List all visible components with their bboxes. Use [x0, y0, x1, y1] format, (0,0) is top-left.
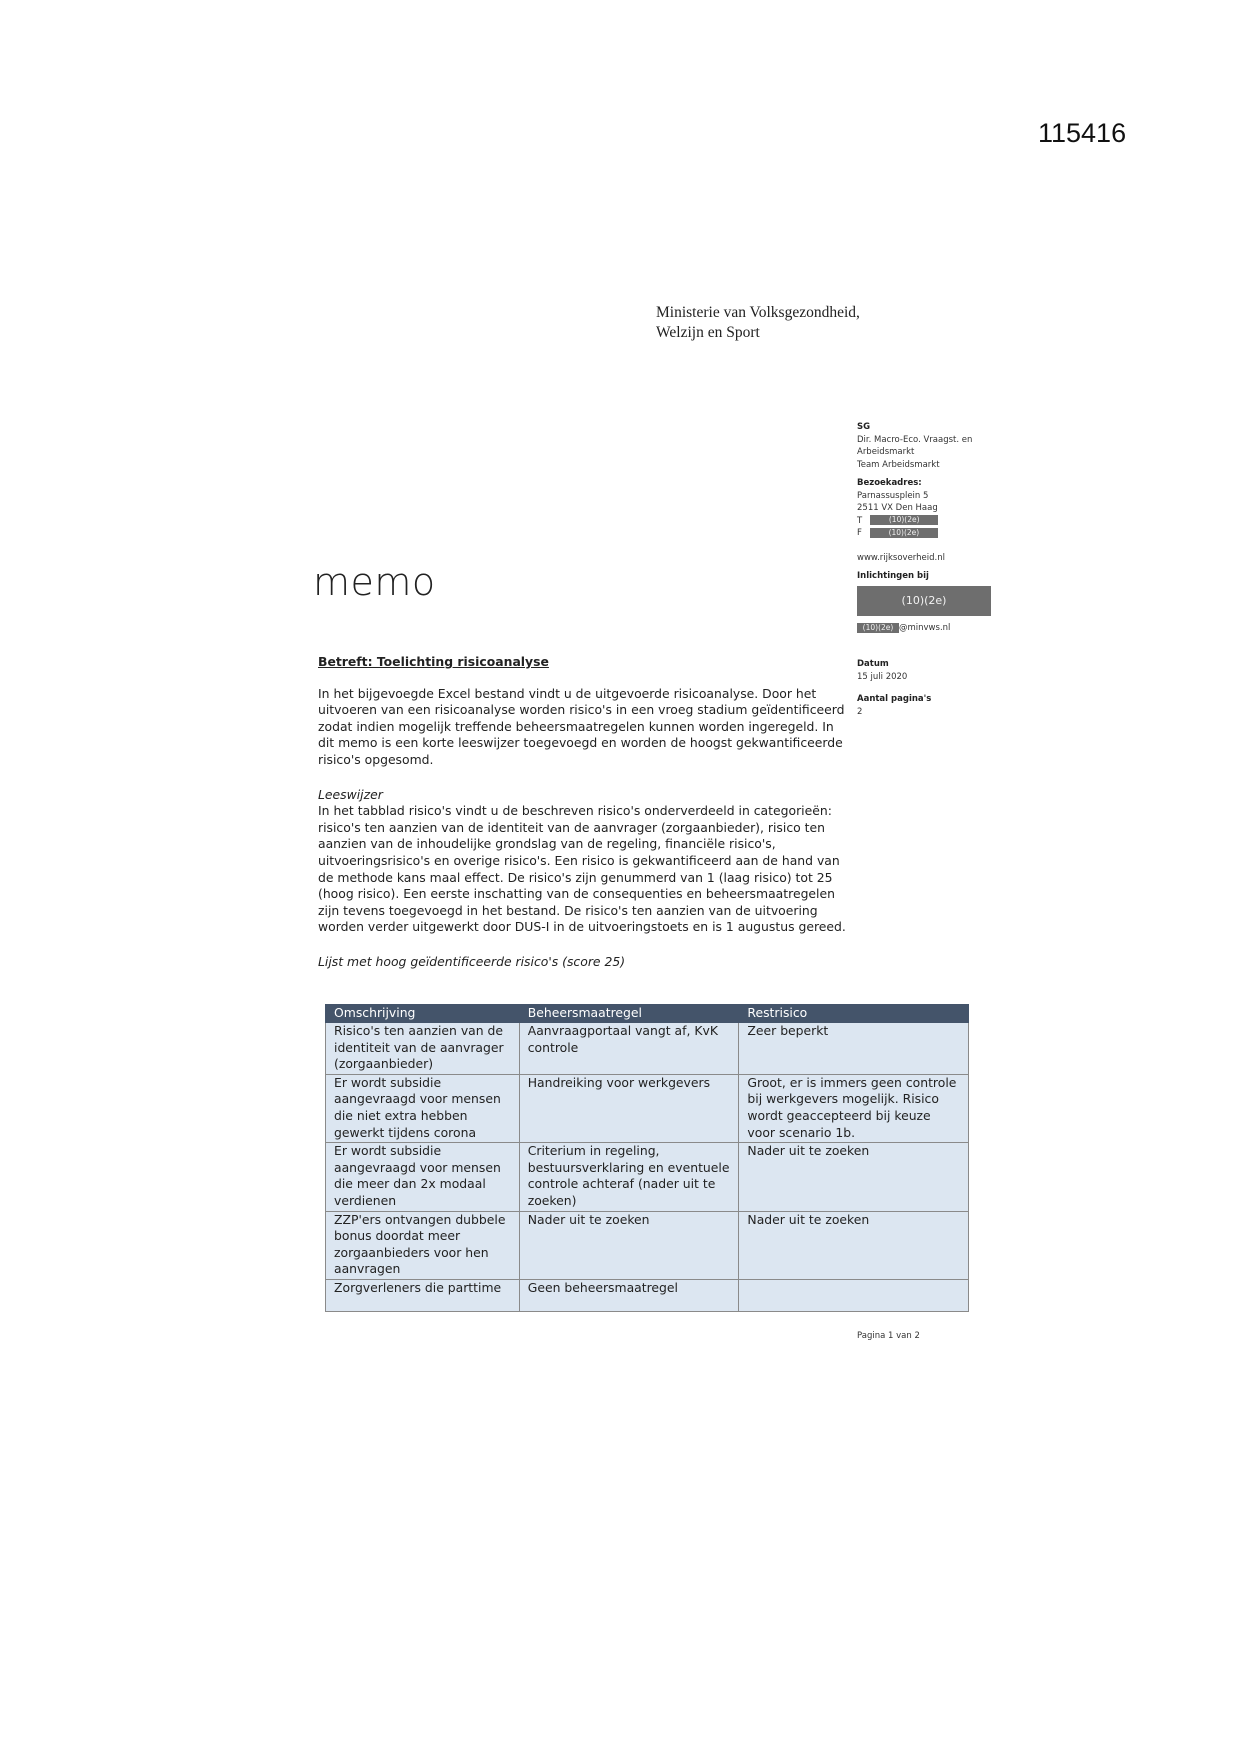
fax-label: F: [857, 528, 862, 538]
cell-description: Zorgverleners die parttime: [326, 1279, 520, 1311]
email-redaction: (10)(2e): [857, 623, 899, 633]
ministry-name: [656, 303, 860, 343]
date-value: 15 juli 2020: [857, 671, 908, 682]
website-link[interactable]: www.rijksoverheid.nl: [857, 552, 945, 563]
header-beheersmaatregel: Beheersmaatregel: [519, 1005, 739, 1023]
cell-measure: Handreiking voor werkgevers: [519, 1074, 739, 1142]
guide-heading: Leeswijzer: [318, 786, 383, 802]
cell-residual-risk: Zeer beperkt: [739, 1023, 969, 1075]
email-row[interactable]: [857, 622, 1007, 635]
memo-title: memo: [313, 560, 436, 604]
cell-measure: Aanvraagportaal vangt af, KvK controle: [519, 1023, 739, 1075]
cell-measure: Geen beheersmaatregel: [519, 1279, 739, 1311]
cell-residual-risk: Nader uit te zoeken: [739, 1143, 969, 1211]
page-number: Pagina 1 van 2: [857, 1331, 920, 1341]
ministry-line-2: Welzijn en Sport: [656, 324, 760, 341]
info-label: Inlichtingen bij: [857, 571, 929, 581]
postal-address: 2511 VX Den Haag: [857, 503, 938, 513]
table-header-row: [326, 1005, 969, 1023]
risk-list-heading: Lijst met hoog geïdentificeerde risico's (score 25): [318, 953, 626, 969]
cell-description: Risico's ten aanzien van de identiteit van de aanvrager (zorgaanbieder): [326, 1023, 520, 1075]
visit-address-label: Bezoekadres:: [857, 478, 922, 488]
contact-redaction: (10)(2e): [857, 586, 991, 616]
table-row: [326, 1023, 969, 1075]
table-row: [326, 1211, 969, 1279]
org-sg: SG: [857, 422, 871, 432]
memo-body: [318, 654, 848, 971]
table-row: [326, 1074, 969, 1142]
cell-description: Er wordt subsidie aangevraagd voor mensen die niet extra hebben gewerkt tijdens corona: [326, 1074, 520, 1142]
telephone-redaction: (10)(2e): [870, 515, 938, 525]
subject-line: Betreft: Toelichting risicoanalyse: [318, 654, 549, 669]
org-directorate-2: Arbeidsmarkt: [857, 447, 915, 457]
cell-residual-risk: Groot, er is immers geen controle bij werkgevers mogelijk. Risico wordt geaccepteerd bij keuze voor scenario 1b.: [739, 1074, 969, 1142]
org-directorate: Dir. Macro-Eco. Vraagst. en: [857, 434, 973, 445]
table-row: [326, 1279, 969, 1311]
street-address: Parnassusplein 5: [857, 490, 929, 501]
telephone-label: T: [857, 515, 863, 526]
fax-row: [857, 527, 1007, 540]
cell-measure: Nader uit te zoeken: [519, 1211, 739, 1279]
header-omschrijving: Omschrijving: [326, 1005, 520, 1023]
pages-label: Aantal pagina's: [857, 694, 932, 704]
table-row: [326, 1143, 969, 1211]
cell-description: ZZP'ers ontvangen dubbele bonus doordat meer zorgaanbieders voor hen aanvragen: [326, 1211, 520, 1279]
sender-sidebar: [857, 421, 1007, 718]
pages-value: 2: [857, 706, 863, 717]
cell-description: Er wordt subsidie aangevraagd voor mensen die meer dan 2x modaal verdienen: [326, 1143, 520, 1211]
cell-residual-risk: [739, 1279, 969, 1311]
cell-residual-risk: Nader uit te zoeken: [739, 1211, 969, 1279]
telephone-row: [857, 515, 1007, 528]
date-label: Datum: [857, 659, 889, 669]
fax-redaction: (10)(2e): [870, 528, 938, 538]
guide-paragraph: In het tabblad risico's vindt u de beschreven risico's onderverdeeld in categorieën: risico's ten aanzien van de identiteit van de aanvrager (zorgaanbieder), risico ten aanzien van de inhoudelijke grondslag van de regeling, financiële risico's, uitvoeringsrisico's en overige risico's. Een risico is gekwantificeerd aan de hand van de methode kans maal effect. De risico's zijn genummerd van 1 (laag risico) tot 25 (hoog risico). Een eerste inschatting van de consequenties en beheersmaatregelen zijn tevens toegevoegd in het bestand. De risico's ten aanzien van de uitvoering worden verder uitgewerkt door DUS-I in de uitvoeringstoets en is 1 augustus gereed.: [318, 803, 846, 935]
cell-measure: Criterium in regeling, bestuursverklaring en eventuele controle achteraf (nader uit te zoeken): [519, 1143, 739, 1211]
document-number: 115416: [1038, 118, 1127, 148]
org-team: Team Arbeidsmarkt: [857, 459, 940, 470]
header-restrisico: Restrisico: [739, 1005, 969, 1023]
intro-paragraph: In het bijgevoegde Excel bestand vindt u de uitgevoerde risicoanalyse. Door het uitvoeren van een risicoanalyse worden risico's in een vroeg stadium geïdentificeerd zodat indien mogelijk treffende beheersmaatregelen kunnen worden ingeregeld. In dit memo is een korte leeswijzer toegevoegd en worden de hoogst gekwantificeerde risico's opgesomd.: [318, 685, 845, 767]
risk-table: [325, 1004, 969, 1312]
ministry-line-1: Ministerie van Volksgezondheid,: [656, 304, 860, 321]
email-domain: @minvws.nl: [899, 622, 951, 633]
